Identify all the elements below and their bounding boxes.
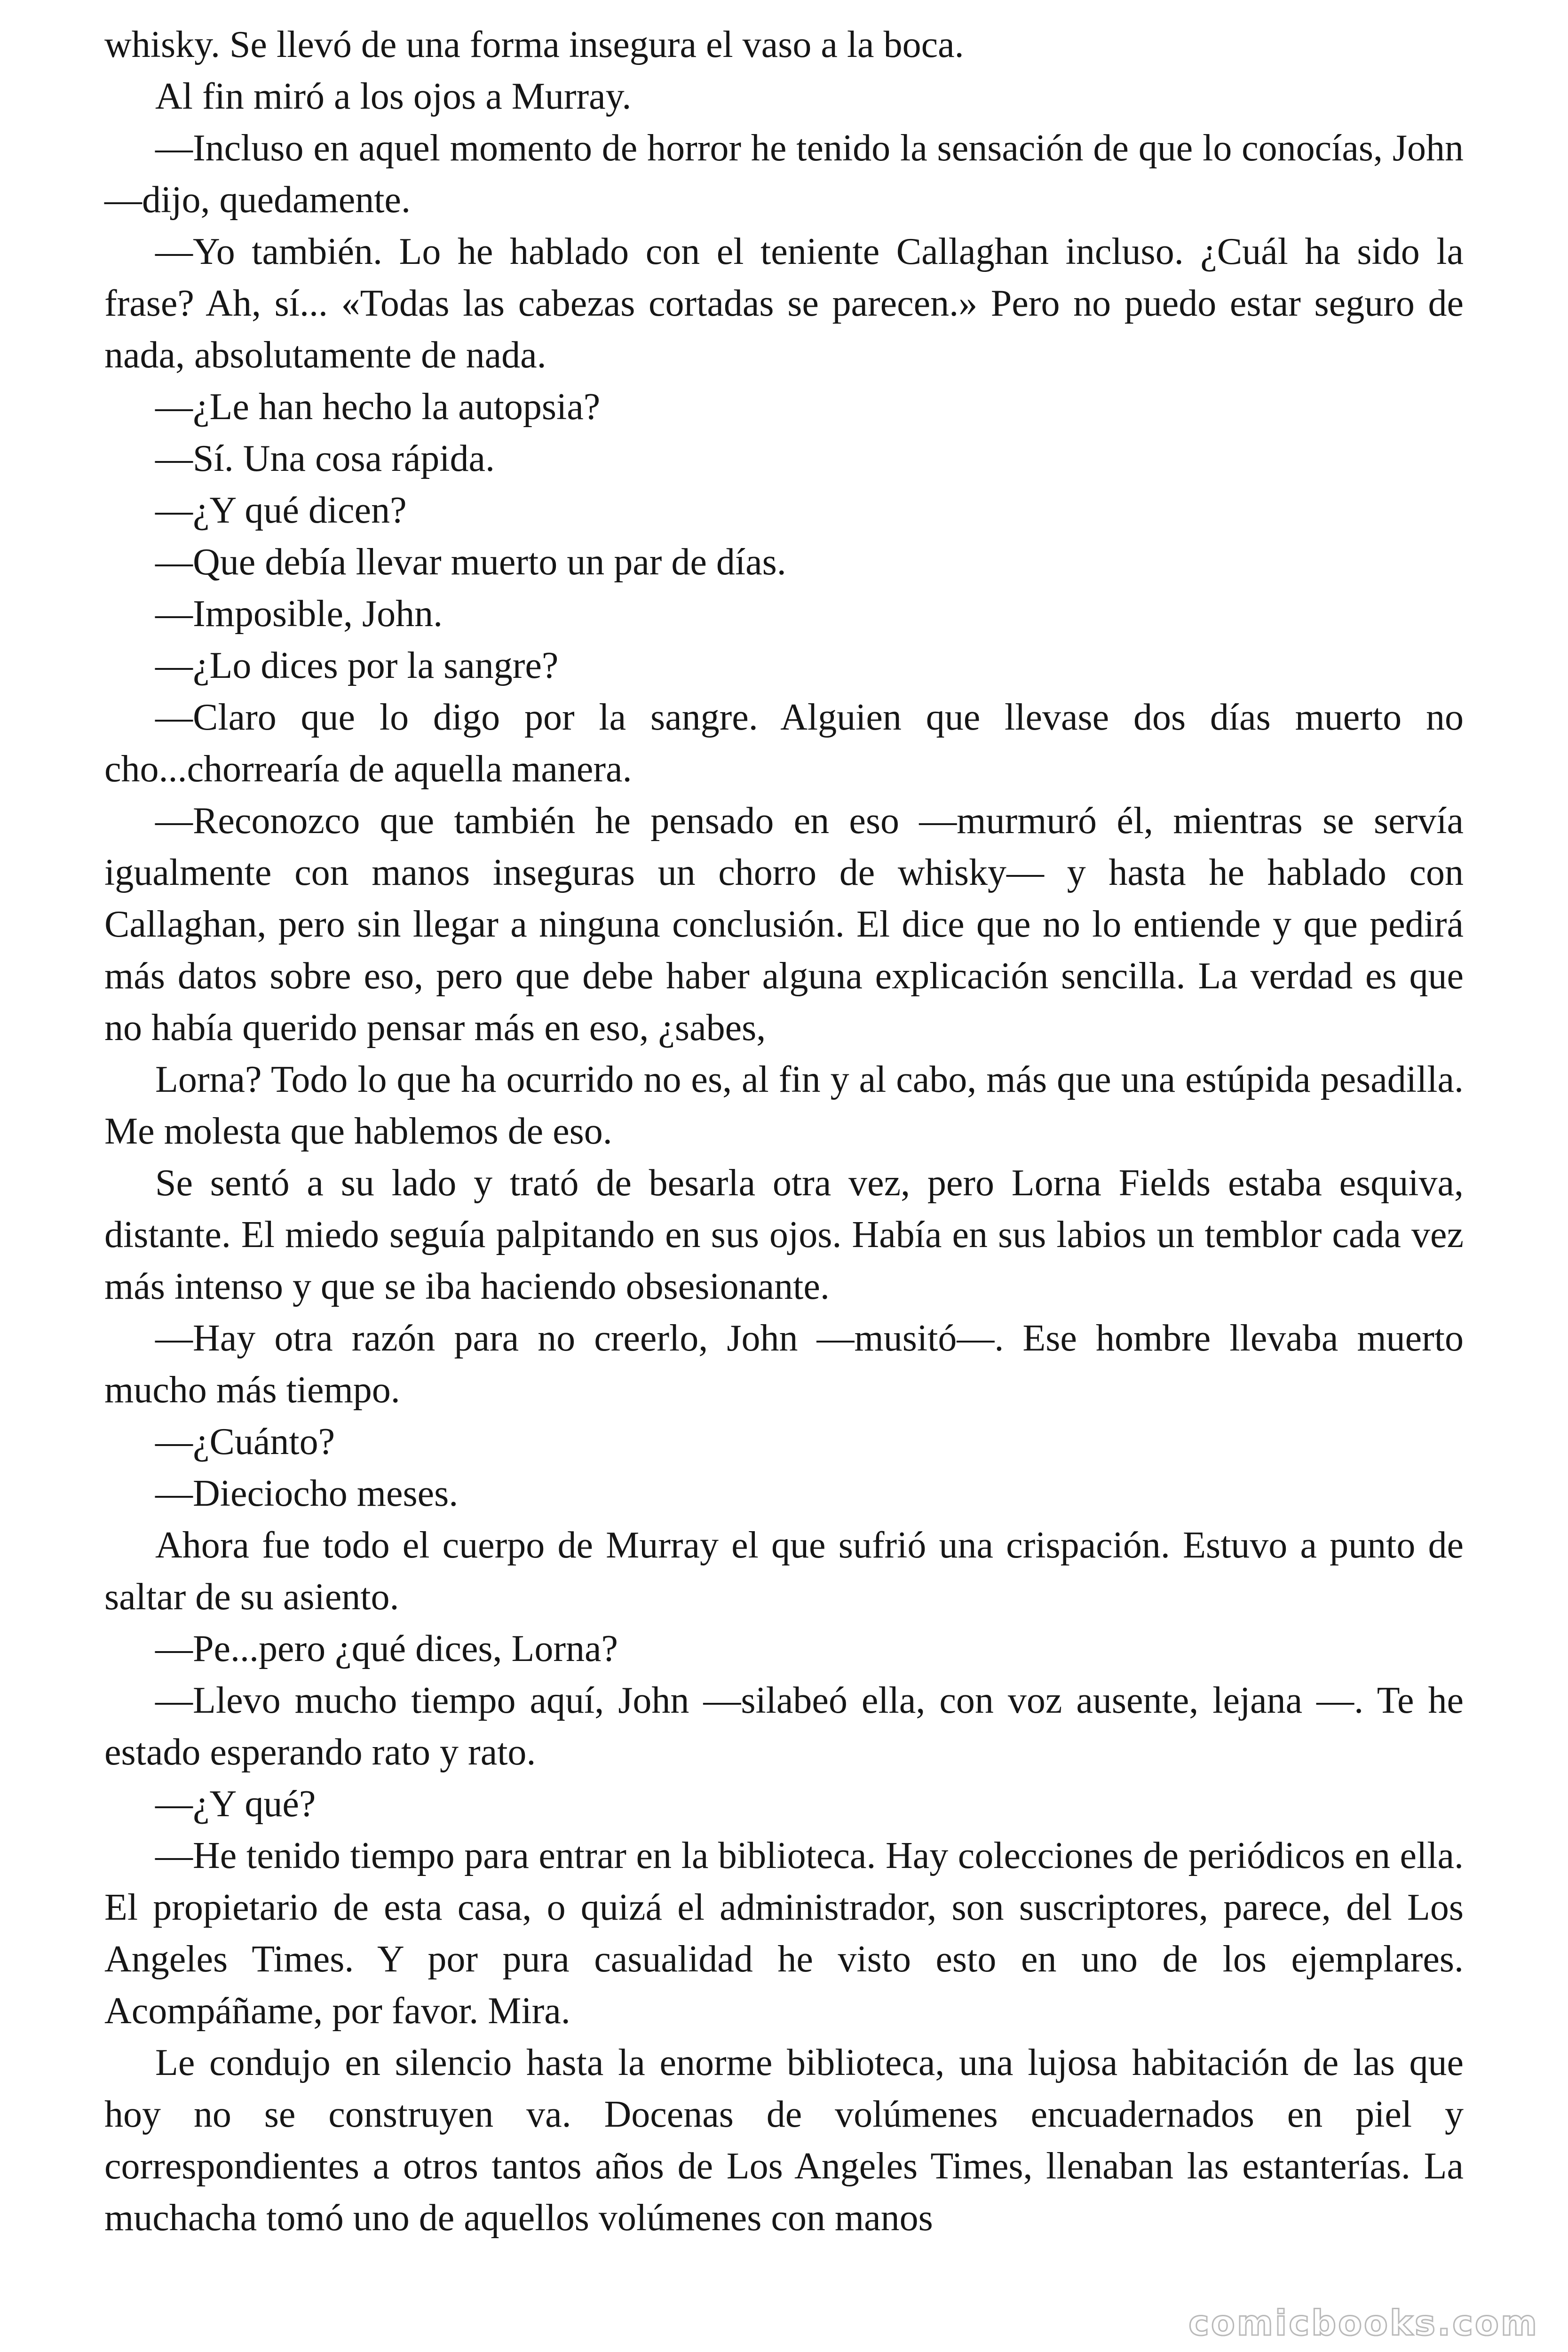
paragraph-7: —¿Y qué dicen? bbox=[155, 490, 407, 531]
paragraph-3: —Incluso en aquel momento de horror he tenido la sensación de que lo conocías, John —dijo, quedamente. bbox=[104, 127, 1464, 221]
paragraph-6: —Sí. Una cosa rápida. bbox=[155, 438, 495, 479]
paragraph-16: —¿Cuánto? bbox=[155, 1421, 335, 1462]
paragraph-8: —Que debía llevar muerto un par de días. bbox=[155, 541, 786, 583]
paragraph-15: —Hay otra razón para no creerlo, John —musitó—. Ese hombre llevaba muerto mucho más tiempo. bbox=[104, 1318, 1464, 1411]
paragraph-18: Ahora fue todo el cuerpo de Murray el que sufrió una crispación. Estuvo a punto de saltar de su asiento. bbox=[104, 1525, 1464, 1618]
paragraph-10: —¿Lo dices por la sangre? bbox=[155, 645, 559, 686]
paragraph-14: Se sentó a su lado y trató de besarla otra vez, pero Lorna Fields estaba esquiva, distante. El miedo seguía palpitando en sus ojos. Había en sus labios un temblor cada vez más intenso y que se iba haciendo obsesionante. bbox=[104, 1162, 1464, 1307]
watermark-logo: comicbooks.com bbox=[1188, 2303, 1539, 2344]
paragraph-11: —Claro que lo digo por la sangre. Alguien que llevase dos días muerto no cho...chorrearía de aquella manera. bbox=[104, 697, 1464, 790]
paragraph-19: —Pe...pero ¿qué dices, Lorna? bbox=[155, 1628, 618, 1669]
paragraph-23: Le condujo en silencio hasta la enorme biblioteca, una lujosa habitación de las que hoy no se construyen va. Docenas de volúmenes encuadernados en piel y correspondientes a otros tantos años de Los Angeles Times, llenaban las estanterías. La muchacha tomó uno de aquellos volúmenes con manos bbox=[104, 2042, 1464, 2239]
paragraph-17: —Dieciocho meses. bbox=[155, 1473, 459, 1514]
paragraph-4: —Yo también. Lo he hablado con el teniente Callaghan incluso. ¿Cuál ha sido la frase? Ah, sí... «Todas las cabezas cortadas se parecen.» Pero no puedo estar seguro de nada, absolutamente de nada. bbox=[104, 231, 1464, 376]
paragraph-2: Al fin miró a los ojos a Murray. bbox=[155, 76, 632, 117]
paragraph-20: —Llevo mucho tiempo aquí, John —silabeó ella, con voz ausente, lejana —. Te he estado esperando rato y rato. bbox=[104, 1680, 1464, 1773]
document-page bbox=[104, 19, 1464, 2244]
paragraph-21: —¿Y qué? bbox=[155, 1783, 316, 1825]
paragraph-9: —Imposible, John. bbox=[155, 593, 443, 635]
paragraph-12: —Reconozco que también he pensado en eso —murmuró él, mientras se servía igualmente con manos inseguras un chorro de whisky— y hasta he hablado con Callaghan, pero sin llegar a ninguna conclusión. El dice que no lo entiende y que pedirá más datos sobre eso, pero que debe haber alguna explicación sencilla. La verdad es que no había querido pensar más en eso, ¿sabes, bbox=[104, 800, 1464, 1049]
paragraph-5: —¿Le han hecho la autopsia? bbox=[155, 386, 601, 428]
paragraph-13: Lorna? Todo lo que ha ocurrido no es, al fin y al cabo, más que una estúpida pesadilla. Me molesta que hablemos de eso. bbox=[104, 1059, 1464, 1152]
paragraph-1: whisky. Se llevó de una forma insegura el vaso a la boca. bbox=[104, 24, 964, 65]
paragraph-22: —He tenido tiempo para entrar en la biblioteca. Hay colecciones de periódicos en ella. El propietario de esta casa, o quizá el administrador, son suscriptores, parece, del Los Angeles Times. Y por pura casualidad he visto esto en uno de los ejemplares. Acompáñame, por favor. Mira. bbox=[104, 1835, 1464, 2032]
